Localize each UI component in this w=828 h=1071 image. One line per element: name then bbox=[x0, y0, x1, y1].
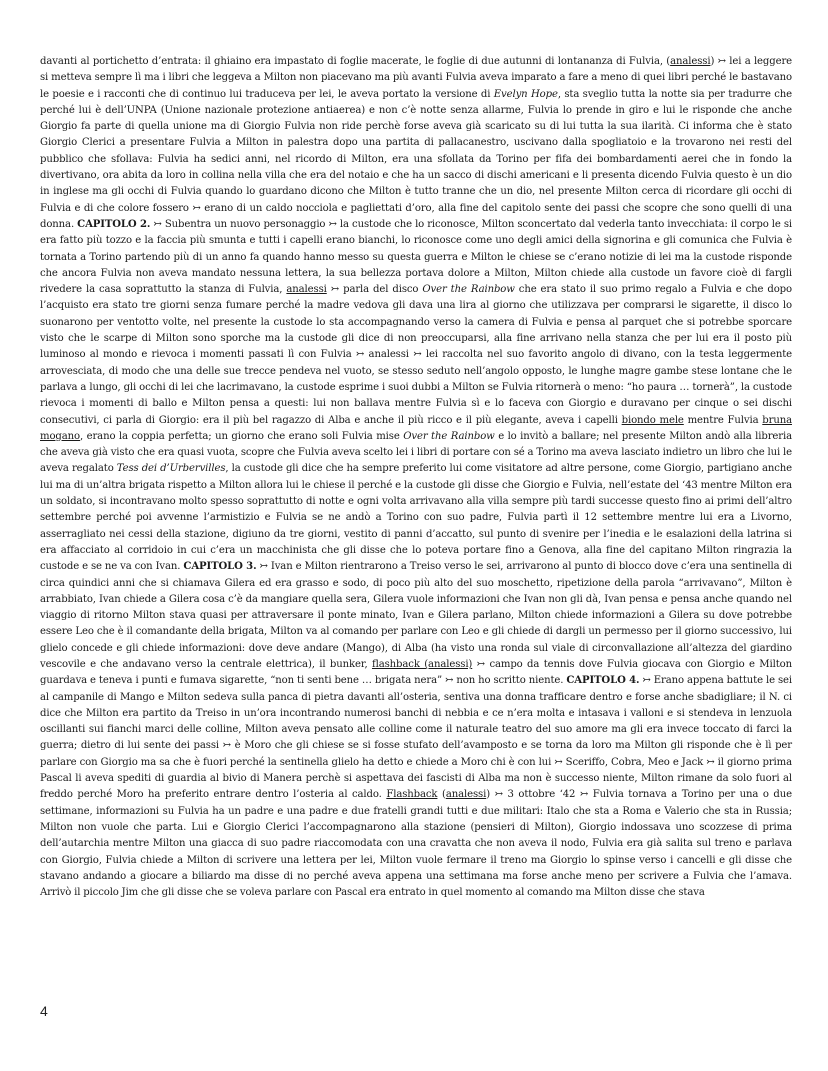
text-run: e lo invitò a ballare; nel presente Milton andò alla libreria che aveva già visto che era quasi vuota, scopre che Fulvia aveva scelto lei i libri di portare con sé a Torino ma aveva lasciato indietro un libro che lui le aveva regalato bbox=[40, 430, 792, 475]
italic-title: Over the Rainbow bbox=[422, 284, 515, 296]
underlined-term: analessi bbox=[670, 56, 711, 67]
text-run: ) ↣ 3 ottobre ‘42 ↣ Fulvia tornava a Torino per una o due settimane, informazioni su Fulvia ha un padre e una padre e due fratelli grandi tutti e due militari: Italo che sta a Roma e Valerio che sta in Russia; Milton non vuole che parta. Lui e Giorgio Clerici l’accompagnarono alla stazione (pensieri di Milton), Giorgio indossava uno scozzese di prima dell’autarchia mentre Milton una giacca di suo padre riaccomodata con una cravatta che non aveva il nodo, Fulvia era già salita sul treno e parlava con Giorgio, Fulvia chiede a Milton di scrivere una lettera per lei, Milton vuole fermare il treno ma Giorgio lo spinse verso i cancelli e gli disse che stavano andando a giocare a biliardo ma disse di no perché aveva appena una settimana ma forse anche meno per scrivere a Fulvia che l’amava. Arrivò il piccolo Jim che gli disse che se voleva parlare con Pascal era entrato in quel momento al comando ma Milton disse che stava bbox=[40, 789, 792, 899]
text-run: ↣ campo da tennis dove Fulvia giocava con Giorgio e Milton guardava e teneva i punti e fumava sigarette, “non ti senti bene … brigata nera” ↣ non ho scritto niente. bbox=[40, 658, 792, 687]
italic-title: Tess dei d’Urbervilles bbox=[116, 463, 226, 475]
text-run: ↣ Erano appena battute le sei al campanile di Mango e Milton sedeva sulla panca di pietra davanti all’osteria, sentiva una donna trafficare dentro e forse anche sbadigliare; il N. ci dice che Milton era partito da Treiso in un’ora incontrando numerosi banchi di nebbia e ce n’era molta e intasava i valloni e si stendeva in lenzuola oscillanti sui fianchi marci delle colline, Milton aveva pensato alle colline come il naturale teatro del suo amore ma gli era invece toccato di farci la guerra; dietro di lui sente dei passi ↣ è Moro che gli chiese se si fosse stufato dell’avamposto e se torna da loro ma Milton gli risponde che è lì per parlare con Giorgio ma sa che è fuori perché la sentinella glielo ha detto e chiede a Moro chi è con lui ↣ Sceriffo, Cobra, Meo e Jack ↣ il giorno prima Pascal li aveva spediti di guardia al bivio di Manera perchè si aspettava dei fascisti di Alba ma non è successo niente, Milton rimane da solo fuori al freddo perché Moro ha preferito entrare dentro l’osteria al caldo. bbox=[40, 675, 792, 801]
text-run: ↣ parla del disco bbox=[326, 284, 423, 296]
text-run: davanti al portichetto d’entrata: il ghiaino era impastato di foglie macerate, le foglie di due autunni di lontananza di Fulvia, ( bbox=[40, 56, 671, 67]
text-run: , sta sveglio tutta la notte sia per tradurre che perché lui è dell’UNPA (Unione nazionale protezione antiaerea) e non c’è notte senza allarme, Fulvia lo prende in giro e lui le risponde che anche Giorgio fa parte di quella unione ma di Giorgio Fulvia non ride perchè forse aveva già scaricato su di lui tutta la sua ilarità. Ci informa che è stato Giorgio Clerici a presentare Fulvia a Milton in palestra dopo una partita di pallacanestro, uscivano dalla spogliatoio e la trovarono nei resti del pubblico che sfollava: Fulvia ha sedici anni, nel ricordo di Milton, era una sfollata da Torino per fifa dei bombardamenti aerei che in fondo la divertivano, ora abita da loro in collina nella villa che era del notaio e che ha un sacco di dischi americani e li presenta dicendo Fulvia questo è un dio in inglese ma gli occhi di Fulvia quando lo guardano dicono che Milton è tutto tranne che un dio, nel presente Milton cerca di ricordare gli occhi di Fulvia e di che colore fossero ↣ erano di un caldo nocciola e pagliettati d’oro, alla fine del capitolo sente dei passi che scopre che sono quelli di una donna. bbox=[40, 88, 792, 230]
text-run: , la custode gli dice che ha sempre preferito lui come visitatore ad altre persone, come Giorgio, partigiano anche lui ma di un’altra brigata rispetto a Milton allora lui le chiese il perché e la custode gli disse che Giorgio e Fulvia, nell’estate del ‘43 mentre Milton era un soldato, si incontravano molto spesso soprattutto di notte e ogni volta arrivavano alla villa sempre più tardi successe questo fino ai primi dell’altro settembre perché poi avvenne l’armistizio e Fulvia se ne andò a Torino con suo padre, Fulvia partì il 12 settembre mentre lui era a Livorno, asserragliato nei cessi della stazione, digiuno da tre giorni, vestito di panni d’accatto, sul punto di svenire per l’inedia e le esalazioni della latrina si era affacciato al corridoio in cui c’era un macchinista che gli disse che lo poteva portare fino a Genova, alla fine del capitano Milton ringrazia la custode e se ne va con Ivan. bbox=[40, 463, 792, 573]
body-paragraph bbox=[40, 54, 792, 901]
text-run: che era stato il suo primo regalo a Fulvia e che dopo l’acquisto era stato tre giorni senza fumare perché la madre vedova gli dava una lira al giorno che utilizzava per comprarsi le sigarette, il disco lo suonarono per ventotto volte, nel presente la custode lo sta accompagnando verso la camera di Fulvia e pensa al parquet che si potrebbe sporcare visto che le scarpe di Milton sono sporche ma la custode gli dice di non preoccuparsi, alla fine arrivano nella stanza che per lui era il posto più luminoso al mondo e rievoca i momenti passati lì con Fulvia ↣ analessi ↣ lei raccolta nel suo favorito angolo di divano, con la testa leggermente arrovesciata, di modo che una delle sue trecce pendeva nel vuoto, se stesso seduto nell’angolo opposto, le lunghe magre gambe stese lontane che le parlava a lungo, gli occhi di lei che lacrimavano, la custode esprime i suoi dubbi a Milton se Fulvia ritornerà o meno: “ho paura … tornerà”, la custode rievoca i momenti di ballo e Milton pensa a questi: lui non ballava mentre Fulvia sì e lo faceva con Giorgio e duravano per cinque o sei dischi consecutivi, ci parla di Giorgio: era il più bel ragazzo di Alba e anche il più ricco e il più elegante, aveva i capelli bbox=[40, 284, 792, 426]
page-number: 4 bbox=[40, 1003, 48, 1019]
underlined-term: analessi bbox=[286, 284, 327, 296]
text-run: ( bbox=[437, 789, 446, 801]
chapter-heading: CAPITOLO 3. bbox=[183, 561, 257, 573]
underlined-term: analessi bbox=[445, 789, 487, 801]
italic-title: Over the Rainbow bbox=[403, 430, 495, 442]
text-run: ↣ Ivan e Milton rientrarono a Treiso verso le sei, arrivarono al punto di blocco dove c’era una sentinella di circa quindici anni che si chiamava Gilera ed era grasso e sodo, di poco più alto del suo moschetto, ripetizione della parola “arrivavano”, Milton è arrabbiato, Ivan chiede a Gilera cosa c’è da mangiare quella sera, Gilera vuole informazioni che Ivan non gli dà, Ivan pensa e pensa anche quando nel viaggio di ritorno Milton stava quasi per attraversare il ponte minato, Ivan e Gilera parlano, Milton chiede informazioni a Gilera su dove potrebbe essere Leo che è il comandante della brigata, Milton va al comando per parlare con Leo e gli chiede di dargli un permesso per il giorno successivo, lui glielo concede e gli chiede informazioni: dove deve andare (Mango), di Alba (ha visto una ronda sul viale di circonvallazione all’altezza del giardino vescovile e che andavano verso la centrale elettrica), il bunker, bbox=[40, 561, 793, 670]
underlined-term: flashback (analessi) bbox=[371, 658, 473, 670]
italic-title: Evelyn Hope bbox=[493, 88, 558, 100]
text-run: ↣ Subentra un nuovo personaggio ↣ la custode che lo riconosce, Milton sconcertato dal vederla tanto invecchiata: il corpo le si era fatto più tozzo e la faccia più smunta e tutti i capelli erano bianchi, lo riconosce come uno degli amici della signorina e gli comunica che Fulvia è tornata a Torino partendo più di un anno fa quando hanno messo su questa guerra e Milton le chiese se c’erano notizie di lei ma la custode risponde che ancora Fulvia non aveva mandato nessuna lettera, la sua bellezza portava dolore a Milton, Milton chiede alla custode un favore cioè di fargli rivedere la casa soprattutto la stanza di Fulvia, bbox=[40, 218, 793, 296]
underlined-term: bruna mogano bbox=[40, 414, 792, 442]
underlined-term: Flashback bbox=[386, 789, 438, 801]
text-run: ) ↣ lei a leggere si metteva sempre lì ma i libri che leggeva a Milton non piacevano ma più avanti Fulvia aveva imparato a fare a meno di quei libri perché le bastavano le poesie e i racconti che di continuo lui traduceva per lei, le aveva portato la versione di bbox=[40, 56, 792, 100]
document-page bbox=[40, 54, 792, 901]
text-run: , erano la coppia perfetta; un giorno che erano soli Fulvia mise bbox=[80, 430, 404, 442]
text-run: mentre Fulvia bbox=[683, 414, 763, 426]
chapter-heading: CAPITOLO 2. bbox=[77, 218, 151, 230]
underlined-term: biondo mele bbox=[621, 414, 684, 426]
chapter-heading: CAPITOLO 4. bbox=[566, 675, 640, 687]
